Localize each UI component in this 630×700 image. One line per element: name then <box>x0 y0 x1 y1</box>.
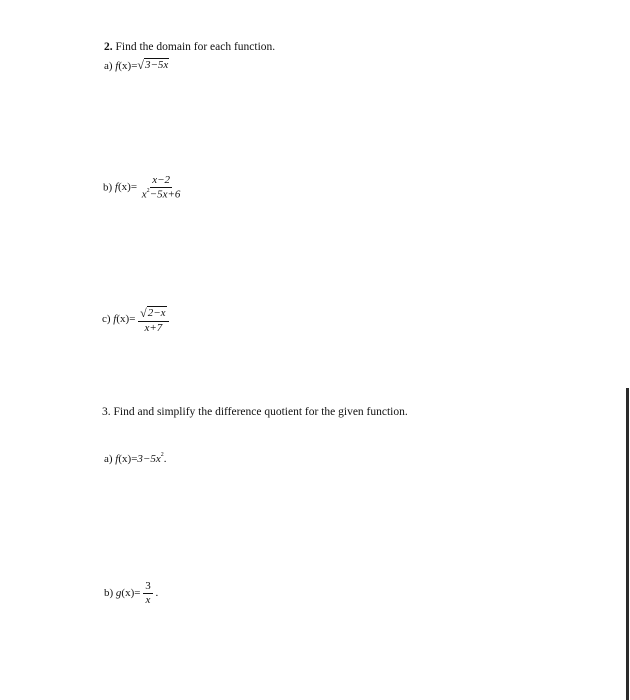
function-expression <box>113 306 168 334</box>
item-label: a) <box>104 60 113 72</box>
radical-sign: √ <box>137 58 144 72</box>
function-argument: (x) <box>121 587 135 600</box>
fraction <box>140 175 183 201</box>
radicand: 3−5x <box>145 59 169 71</box>
question-2b <box>103 175 182 201</box>
equals-sign: = <box>130 181 138 194</box>
square-root <box>140 305 166 319</box>
square-root <box>137 57 169 71</box>
function-expression <box>115 60 169 72</box>
question-3-number: 3. <box>102 406 111 418</box>
question-2-number: 2. <box>104 41 113 53</box>
question-2a <box>104 57 169 72</box>
expression-body: 3−5x <box>137 453 161 465</box>
fraction-numerator: x−2 <box>152 174 170 186</box>
radical-sign: √ <box>140 306 147 320</box>
function-expression <box>115 453 166 465</box>
function-expression <box>115 580 159 606</box>
function-name: g <box>115 587 122 600</box>
question-3b <box>104 581 158 606</box>
question-2c <box>102 305 169 334</box>
question-2-heading <box>104 41 275 53</box>
exponent: 2 <box>146 188 150 194</box>
fraction-denominator <box>140 188 183 201</box>
period: . <box>163 453 167 465</box>
exponent: 2 <box>160 452 164 459</box>
fraction-numerator <box>138 305 168 322</box>
fraction <box>143 581 153 606</box>
period: . <box>155 587 159 600</box>
equals-sign: = <box>129 313 136 326</box>
item-label: b) <box>104 587 114 600</box>
question-3a <box>104 453 166 465</box>
question-3-text: Find and simplify the difference quotient for the given function. <box>113 406 408 418</box>
function-name: f <box>115 60 119 72</box>
function-argument: (x) <box>117 181 131 194</box>
equals-sign: = <box>131 60 138 72</box>
function-argument: (x) <box>116 313 130 326</box>
denominator-variable: x <box>141 188 147 201</box>
question-2-text: Find the domain for each function. <box>115 41 276 53</box>
function-name: f <box>114 181 118 194</box>
page-edge-scrollbar <box>626 388 629 700</box>
fraction-denominator: x <box>145 594 151 606</box>
function-argument: (x) <box>118 60 132 72</box>
radicand: 2−x <box>147 307 166 319</box>
denominator-rest: −5x+6 <box>149 188 181 201</box>
item-label: c) <box>102 313 111 326</box>
function-argument: (x) <box>118 453 132 465</box>
function-name: f <box>115 453 119 465</box>
function-expression <box>114 174 182 201</box>
equals-sign: = <box>131 453 138 465</box>
item-label: a) <box>104 453 113 465</box>
equals-sign: = <box>134 587 141 600</box>
fraction-denominator: x+7 <box>144 322 163 334</box>
question-3-heading <box>102 406 408 418</box>
fraction-numerator: 3 <box>145 580 151 592</box>
item-label: b) <box>103 181 113 194</box>
fraction <box>138 305 168 334</box>
function-name: f <box>113 313 117 326</box>
